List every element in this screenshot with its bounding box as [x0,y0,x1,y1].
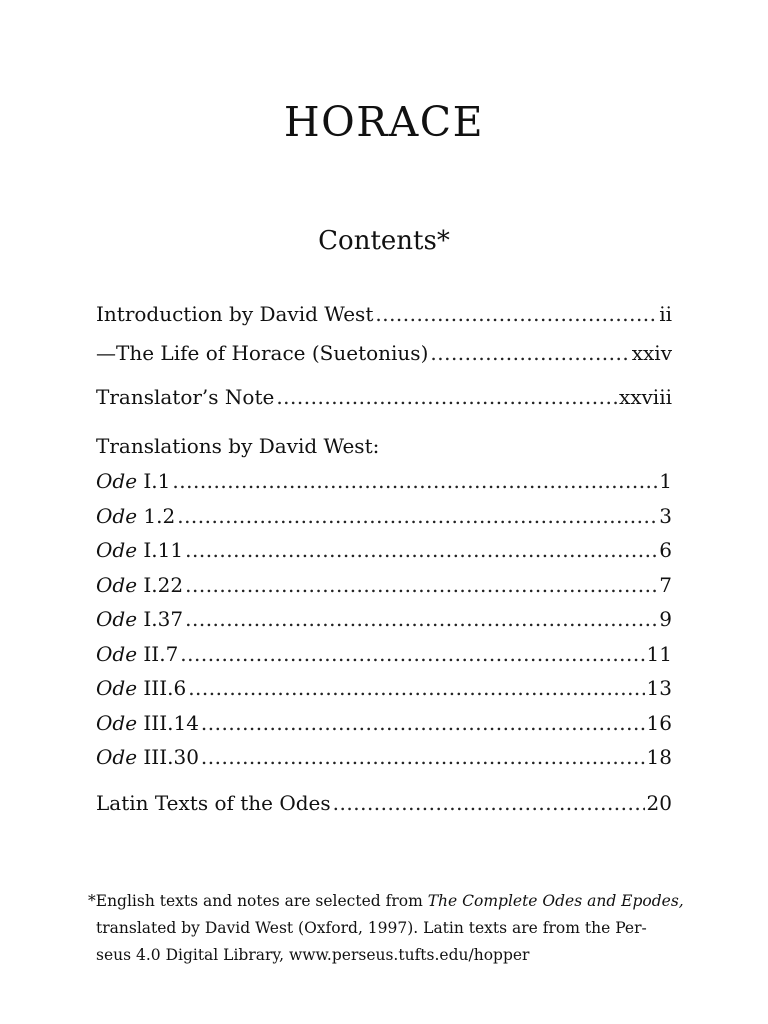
toc-entry-latin-texts[interactable] [96,791,672,819]
dot-leader [185,607,657,631]
toc-page-number: 3 [659,503,672,528]
page-title: HORACE [283,98,485,146]
toc-label [96,607,183,631]
translations-heading: Translations by David West: [96,434,380,458]
dot-leader [430,341,629,365]
ode-prefix: Ode [96,503,138,528]
ode-prefix: Ode [96,745,138,769]
ode-number: I.11 [143,538,184,562]
ode-prefix: Ode [96,572,138,597]
toc-label: Translator’s Note [96,385,275,409]
dot-leader [201,745,645,769]
footnote-line-2: translated by David West (Oxford, 1997). Latin texts are from the Per- [96,919,647,937]
toc-label [96,745,199,769]
toc-page-number: 20 [646,791,672,815]
toc-entry-ode[interactable] [96,573,672,601]
ode-number: III.6 [143,676,187,700]
footnote [88,888,708,969]
toc-entry-ode[interactable] [96,469,672,497]
toc-entry-translators-note[interactable] [96,385,672,413]
toc-page-number: 18 [646,745,672,769]
dot-leader [177,504,657,528]
ode-number: II.7 [143,641,179,666]
toc-entry-introduction[interactable] [96,302,672,330]
footnote-text: *English texts and notes are selected from [88,892,428,910]
toc-page-number: 13 [646,676,672,700]
ode-prefix: Ode [96,641,138,666]
toc-page-number: 1 [659,469,672,493]
toc-entry-ode[interactable] [96,642,672,670]
toc-page-number: 11 [646,641,672,666]
dot-leader [180,642,644,666]
ode-number: III.30 [143,745,199,769]
toc-page-number: xxiv [631,341,672,365]
toc-entry-ode[interactable] [96,711,672,739]
toc-label [96,711,199,735]
dot-leader [185,573,657,597]
ode-prefix: Ode [96,676,138,700]
ode-number: I.37 [143,607,184,631]
ode-prefix: Ode [96,538,138,562]
toc-entry-ode[interactable] [96,538,672,566]
toc-label: —The Life of Horace (Suetonius) [96,341,429,365]
ode-number: III.14 [143,710,199,735]
dot-leader [375,302,657,326]
dot-leader [201,711,645,735]
toc-label [96,642,178,666]
toc-entry-ode[interactable] [96,676,672,704]
toc-label [96,504,175,528]
dot-leader [172,469,657,493]
toc-label [96,469,170,493]
footnote-line-1 [88,888,708,915]
toc-label [96,676,186,700]
dot-leader [185,538,657,562]
ode-prefix: Ode [96,469,138,493]
ode-number: I.1 [143,469,171,493]
toc-label [96,573,183,597]
ode-number: 1.2 [143,503,176,528]
toc-label: Introduction by David West [96,302,374,326]
toc-page-number: 16 [646,710,672,735]
toc-page-number: 9 [659,607,672,631]
toc-label: Latin Texts of the Odes [96,791,331,815]
dot-leader [333,791,645,815]
toc-entry-ode[interactable] [96,745,672,773]
ode-number: I.22 [143,572,184,597]
ode-prefix: Ode [96,710,138,735]
footnote-line-3: seus 4.0 Digital Library, www.perseus.tufts.edu/hopper [96,946,530,964]
toc-page-number: xxviii [618,385,672,409]
footnote-book-title: The Complete Odes and Epodes, [427,892,684,910]
dot-leader [276,385,617,409]
ode-prefix: Ode [96,607,138,631]
toc-entry-life-of-horace[interactable] [96,341,672,369]
contents-heading: Contents* [318,226,450,256]
toc-page-number: ii [659,302,672,326]
toc-page-number: 6 [659,538,672,562]
toc-page-number: 7 [659,572,672,597]
dot-leader [188,676,644,700]
toc-label [96,538,183,562]
toc-entry-ode[interactable] [96,607,672,635]
toc-entry-ode[interactable] [96,504,672,532]
